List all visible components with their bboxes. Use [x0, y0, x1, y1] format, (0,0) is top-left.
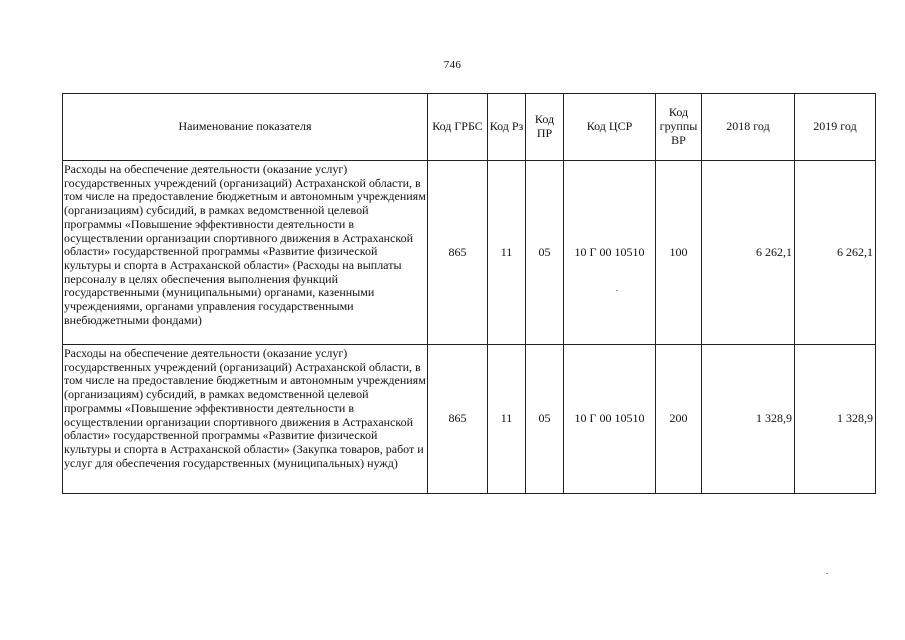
row-csr-code: 10 Г 00 10510	[564, 345, 656, 494]
budget-table	[62, 93, 876, 494]
row-pr-code: 05	[526, 345, 564, 494]
row-amount-2018: 6 262,1	[702, 161, 795, 345]
table-header-row	[63, 94, 876, 161]
row-grbs-code: 865	[428, 345, 488, 494]
header-rz-code: Код Рз	[488, 94, 526, 161]
row-vr-code: 200	[656, 345, 702, 494]
header-year-2018: 2018 год	[702, 94, 795, 161]
header-year-2019: 2019 год	[795, 94, 876, 161]
row-grbs-code: 865	[428, 161, 488, 345]
row-vr-code: 100	[656, 161, 702, 345]
row-csr-code: 10 Г 00 10510	[564, 161, 656, 345]
row-pr-code: 05	[526, 161, 564, 345]
table-row	[63, 345, 876, 494]
row-amount-2019: 1 328,9	[795, 345, 876, 494]
row-indicator-name: Расходы на обеспечение деятельности (оказание услуг) государственных учреждений (организаций) Астраханской области, в том числе на предоставление бюджетным и автономным учреждениям (организациям) субсидий, в рамках ведомственной целевой программы «Повышение эффективности деятельности в осуществлении организации спортивного движения в Астраханской области» государственной программы «Развитие физической культуры и спорта в Астраханской области» (Закупка товаров, работ и услуг для обеспечения государственных (муниципальных) нужд)	[63, 345, 428, 494]
row-rz-code: 11	[488, 161, 526, 345]
header-csr-code: Код ЦСР	[564, 94, 656, 161]
scan-speck	[826, 573, 828, 574]
header-vr-group-code: Код группы ВР	[656, 94, 702, 161]
header-grbs-code: Код ГРБС	[428, 94, 488, 161]
scan-speck	[616, 290, 618, 291]
header-indicator-name: Наименование показателя	[63, 94, 428, 161]
table-row	[63, 161, 876, 345]
page-number: 746	[443, 59, 462, 71]
row-rz-code: 11	[488, 345, 526, 494]
header-pr-code: Код ПР	[526, 94, 564, 161]
row-indicator-name: Расходы на обеспечение деятельности (оказание услуг) государственных учреждений (организаций) Астраханской области, в том числе на предоставление бюджетным и автономным учреждениям (организациям) субсидий, в рамках ведомственной целевой программы «Повышение эффективности деятельности в осуществлении организации спортивного движения в Астраханской области» государственной программы «Развитие физической культуры и спорта в Астраханской области» (Расходы на выплаты персоналу в целях обеспечения выполнения функций государственными (муниципальными) органами, казенными учреждениями, органами управления государственными внебюджетными фондами)	[63, 161, 428, 345]
row-amount-2018: 1 328,9	[702, 345, 795, 494]
row-amount-2019: 6 262,1	[795, 161, 876, 345]
